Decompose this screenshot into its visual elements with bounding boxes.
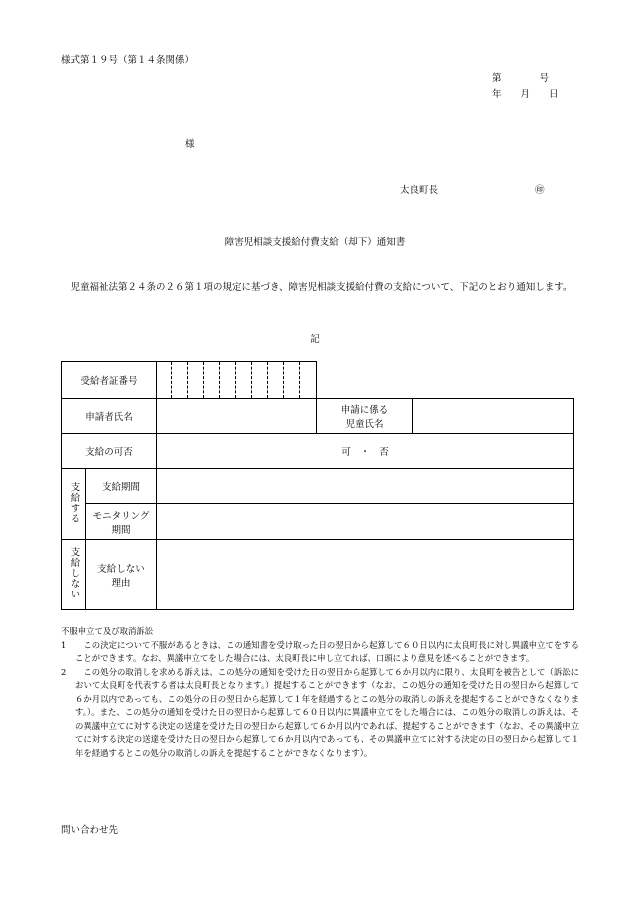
period-field[interactable] (157, 469, 574, 504)
number-cell (203, 362, 219, 398)
recipient-number-boxes[interactable] (157, 362, 317, 399)
monitoring-label-line2: 期間 (111, 524, 131, 536)
seal-mark: ㊞ (535, 185, 545, 196)
ki-mark: 記 (310, 334, 320, 345)
note-number: 2 (61, 666, 67, 677)
decision-value[interactable]: 可 ・ 否 (157, 434, 574, 469)
approve-group-text: 支給する (68, 481, 80, 524)
number-cell (171, 362, 187, 398)
note-item-1 (61, 639, 579, 666)
approve-group-label (62, 469, 86, 540)
document-date: 年 月 日 (492, 89, 559, 100)
reason-label (86, 540, 157, 610)
document-title: 障害児相談支援給付費支給（却下）通知書 (224, 237, 406, 248)
child-name-label (317, 399, 413, 434)
deny-group-text: 支給しない (68, 546, 80, 600)
period-label: 支給期間 (86, 469, 157, 504)
applicant-field[interactable] (157, 399, 317, 434)
contact-label: 問い合わせ先 (61, 825, 119, 836)
monitoring-label-line1: モニタリング (92, 510, 150, 522)
note-text: この処分の取消しを求める訴えは、この処分の通知を受けた日の翌日から起算して６か月以内に限り、太良町を被告として（訴訟において太良町を代表する者は太良町長となります。）提起することができます（なお、この処分の通知を受けた日の翌日から起算して６か月以内であっても、この処分の日の翌日から起算して１年を経過するとこの処分の取消しの訴えを提起することができなくなります。）。また、この処分の通知を受けた日の翌日から起算して６０日以内に異議申立てをした場合には、この処分の取消しの訴えは、その異議申立てに対する決定の送達を受けた日の翌日から起算して６か月以内であれば、提起することができます（なお、その異議申立てに対する決定の送達を受けた日の翌日から起算して６か月以内であっても、その異議申立てに対する決定の日の翌日から起算して１年を経過するとこの処分の取消しの訴えを提起することができなくなります）。 (75, 666, 579, 758)
reason-label-line2: 理由 (111, 577, 131, 589)
reason-label-line1: 支給しない (97, 563, 145, 575)
body-text: 児童福祉法第２４条の２６第１項の規定に基づき、障害児相談支援給付費の支給について、下記のとおり通知します。 (61, 282, 573, 293)
addressee: 様 (185, 139, 195, 150)
child-label-line2: 児童氏名 (345, 419, 384, 430)
note-text: この決定について不服があるときは、この通知書を受け取った日の翌日から起算して６０日以内に太良町長に対し異議申立てをすることができます。なお、異議申立てをした場合には、太良町長に申し立てれば、口頭により意見を述べることができます。 (75, 639, 579, 663)
applicant-label: 申請者氏名 (62, 399, 157, 434)
appeal-notes (61, 625, 579, 760)
notes-heading: 不服申立て及び取消訴訟 (61, 626, 154, 636)
monitoring-field[interactable] (157, 504, 574, 540)
number-cell (187, 362, 203, 398)
document-number: 第 号 (492, 73, 550, 84)
number-cell (219, 362, 235, 398)
reason-field[interactable] (157, 540, 574, 610)
number-cell (299, 362, 315, 398)
child-label-line1: 申請に係る (340, 405, 389, 416)
form-number: 様式第１９号（第１４条関係） (61, 55, 195, 66)
decision-table (61, 361, 574, 610)
recipient-number-label: 受給者証番号 (62, 362, 157, 399)
sender: 太良町長 (400, 185, 439, 196)
number-cell (251, 362, 267, 398)
number-cell (267, 362, 283, 398)
child-name-field[interactable] (413, 399, 574, 434)
number-cell (235, 362, 251, 398)
deny-group-label (62, 540, 86, 610)
monitoring-label (86, 504, 157, 540)
note-item-2 (61, 666, 579, 761)
note-number: 1 (61, 639, 67, 650)
decision-label: 支給の可否 (62, 434, 157, 469)
number-cell (283, 362, 299, 398)
